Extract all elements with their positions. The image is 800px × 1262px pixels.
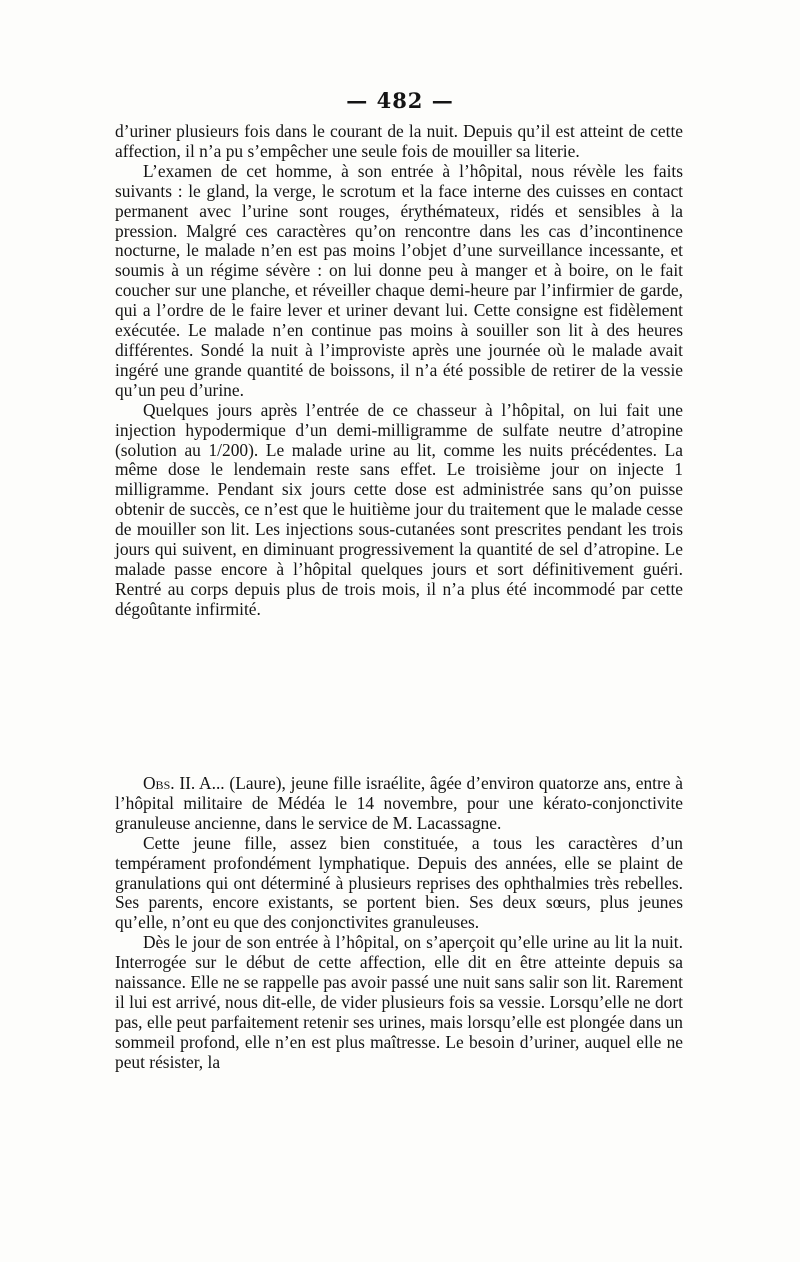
observation-intro-text: A... (Laure), jeune fille israélite, âgée d’environ quatorze ans, entre à l’hôpital militaire de Médéa le 14 novembre, pour une kérato-conjonctivite granuleuse ancienne, dans le service de M. Lacassagne. bbox=[115, 773, 683, 833]
page-number: — 482 — bbox=[346, 88, 454, 113]
case-continuation-text bbox=[115, 122, 683, 620]
observation-intro-paragraph bbox=[115, 774, 683, 834]
paragraph-examination: L’examen de cet homme, à son entrée à l’hôpital, nous révèle les faits suivants : le gland, la verge, le scrotum et la face interne des cuisses en contact permanent avec l’urine sont rouges, érythémateux, ridés et sensibles à la pression. Malgré ces caractères qu’on rencontre dans les cas d’incontinence nocturne, le malade n’en est pas moins l’objet d’une surveillance incessante, et soumis à un régime sévère : on lui donne peu à manger et à boire, on le fait coucher sur une planche, et réveiller chaque demi-heure par l’infirmier de garde, qui a l’ordre de le faire lever et uriner devant lui. Cette consigne est fidèlement exécutée. Le malade n’en continue pas moins à souiller son lit à des heures différentes. Sondé la nuit à l’improviste après une journée où le malade avait ingéré une grande quantité de boissons, il n’a été possible de retirer de la vessie qu’un peu d’urine. bbox=[115, 160, 683, 400]
paragraph-patient-description: Cette jeune fille, assez bien constituée, a tous les caractères d’un tempérament profondément lymphatique. Depuis des années, elle se plaint de granulations qui ont déterminé à plusieurs reprises des ophthalmies très rebelles. Ses parents, encore existants, se portent bien. Ses deux sœurs, plus jeunes qu’elle, n’ont eu que des conjonctivites granuleuses. bbox=[115, 832, 683, 933]
observation-section bbox=[115, 774, 683, 1073]
paragraph-treatment: Quelques jours après l’entrée de ce chasseur à l’hôpital, on lui fait une injection hypodermique d’un demi-milligramme de sulfate neutre d’atropine (solution au 1/200). Le malade urine au lit, comme les nuits précédentes. La même dose le lendemain reste sans effet. Le troisième jour on injecte 1 milligramme. Pendant six jours cette dose est administrée sans qu’on puisse obtenir de succès, ce n’est que le huitième jour du traitement que le malade cesse de mouiller son lit. Les injections sous-cutanées sont prescrites pendant les trois jours qui suivent, en diminuant progressivement la quantité de sel d’atropine. Le malade passe encore à l’hôpital quelques jours et sort définitivement guéri. Rentré au corps depuis plus de trois mois, il n’a plus été incommodé par cette dégoûtante infirmité. bbox=[115, 399, 683, 619]
observation-label: Obs. II. bbox=[143, 773, 196, 793]
paragraph-symptoms: Dès le jour de son entrée à l’hôpital, on s’aperçoit qu’elle urine au lit la nuit. Interrogée sur le début de cette affection, elle dit en être atteinte depuis sa naissance. Elle ne se rappelle pas avoir passé une nuit sans salir son lit. Rarement il lui est arrivé, nous dit-elle, de vider plusieurs fois sa vessie. Lorsqu’elle ne dort pas, elle peut parfaitement retenir ses urines, mais lorsqu’elle est plongée dans un sommeil profond, elle n’en est plus maîtresse. Le besoin d’uriner, auquel elle ne peut résister, la bbox=[115, 932, 683, 1072]
paragraph-continuation: d’uriner plusieurs fois dans le courant de la nuit. Depuis qu’il est atteint de cette affection, il n’a pu s’empêcher une seule fois de mouiller sa literie. bbox=[115, 121, 683, 161]
